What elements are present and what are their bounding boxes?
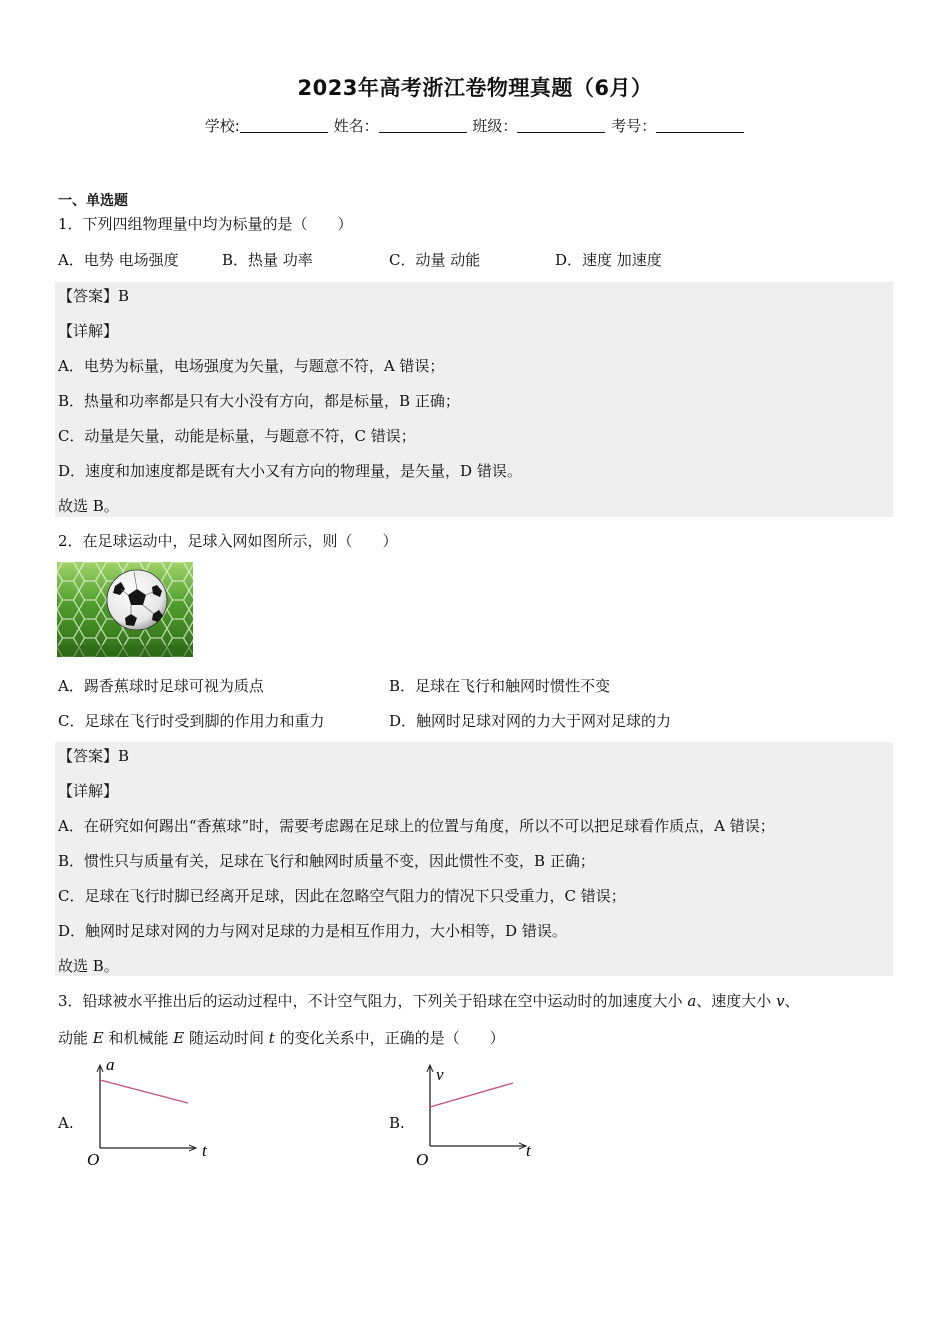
origin-label: O <box>416 1150 429 1169</box>
var-e-kinetic: E <box>92 1029 104 1047</box>
q3-graph-b <box>412 1058 552 1174</box>
q3-graph-a-label: A. <box>58 1114 74 1132</box>
q3-stem-line-1: 3．铅球被水平推出后的运动过程中，不计空气阻力，下列关于铅球在空中运动时的加速度大小 a、速度大小 v、 <box>58 992 800 1010</box>
q2-explanation-c: C．足球在飞行时脚已经离开足球，因此在忽略空气阻力的情况下只受重力，C 错误； <box>58 887 626 905</box>
q2-option-d: D．触网时足球对网的力大于网对足球的力 <box>389 712 672 730</box>
q2-explanation-d: D．触网时足球对网的力与网对足球的力是相互作用力，大小相等，D 错误。 <box>58 922 567 940</box>
x-axis-label: t <box>202 1141 207 1160</box>
name-blank[interactable] <box>379 118 467 133</box>
school-blank[interactable] <box>240 118 328 133</box>
var-t: t <box>268 1029 275 1047</box>
q1-explanation-a: A．电势为标量，电场强度为矢量，与题意不符，A 错误； <box>58 357 445 375</box>
number-blank[interactable] <box>656 118 744 133</box>
origin-label: O <box>87 1150 100 1169</box>
q3-stem-line-2: 动能 E 和机械能 E 随运动时间 t 的变化关系中，正确的是（ ） <box>58 1029 505 1047</box>
y-axis-label: v <box>436 1065 444 1084</box>
y-axis-label: a <box>106 1055 115 1074</box>
q2-answer: 【答案】B <box>58 747 130 765</box>
q1-option-b: B．热量 功率 <box>222 251 313 269</box>
graph-line <box>100 1080 188 1103</box>
q1-option-d: D．速度 加速度 <box>555 251 662 269</box>
var-e-mechanical: E <box>173 1029 185 1047</box>
q1-option-c: C．动量 动能 <box>389 251 481 269</box>
q3-graph-b-label: B. <box>389 1114 405 1132</box>
school-label: 学校: <box>204 117 240 135</box>
q1-explanation-b: B．热量和功率都是只有大小没有方向，都是标量，B 正确； <box>58 392 460 410</box>
var-a: a <box>687 992 697 1010</box>
class-label: 班级： <box>472 117 518 135</box>
q3-graph-a <box>82 1052 222 1172</box>
q2-detail-label: 【详解】 <box>58 782 119 800</box>
q1-option-a: A．电势 电场强度 <box>58 251 179 269</box>
var-v: v <box>776 992 785 1010</box>
q1-answer: 【答案】B <box>58 287 130 305</box>
q1-stem: 1．下列四组物理量中均为标量的是（ ） <box>58 215 353 233</box>
q1-explanation-c: C．动量是矢量，动能是标量，与题意不符，C 错误； <box>58 427 416 445</box>
q2-explanation-a: A．在研究如何踢出“香蕉球”时，需要考虑踢在足球上的位置与角度，所以不可以把足球看作质点，A 错误； <box>58 817 775 835</box>
q1-conclusion: 故选 B。 <box>58 497 119 515</box>
q1-explanation-d: D．速度和加速度都是既有大小又有方向的物理量，是矢量，D 错误。 <box>58 462 522 480</box>
q2-stem: 2．在足球运动中，足球入网如图所示，则（ ） <box>58 532 398 550</box>
x-axis-label: t <box>526 1141 531 1160</box>
page-title: 2023年高考浙江卷物理真题（6月） <box>297 76 653 100</box>
q1-detail-label: 【详解】 <box>58 322 119 340</box>
q2-explanation-b: B．惯性只与质量有关，足球在飞行和触网时质量不变，因此惯性不变，B 正确； <box>58 852 595 870</box>
q2-conclusion: 故选 B。 <box>58 957 119 975</box>
class-blank[interactable] <box>517 118 605 133</box>
name-label: 姓名： <box>333 117 379 135</box>
graph-line <box>430 1083 513 1107</box>
q2-option-c: C．足球在飞行时受到脚的作用力和重力 <box>58 712 325 730</box>
number-label: 考号： <box>611 117 657 135</box>
q2-option-a: A．踢香蕉球时足球可视为质点 <box>58 677 264 695</box>
section-heading: 一、单选题 <box>58 193 128 209</box>
soccer-ball-in-net-photo <box>57 562 193 657</box>
student-info-line <box>0 115 950 136</box>
q2-option-b: B．足球在飞行和触网时惯性不变 <box>389 677 611 695</box>
